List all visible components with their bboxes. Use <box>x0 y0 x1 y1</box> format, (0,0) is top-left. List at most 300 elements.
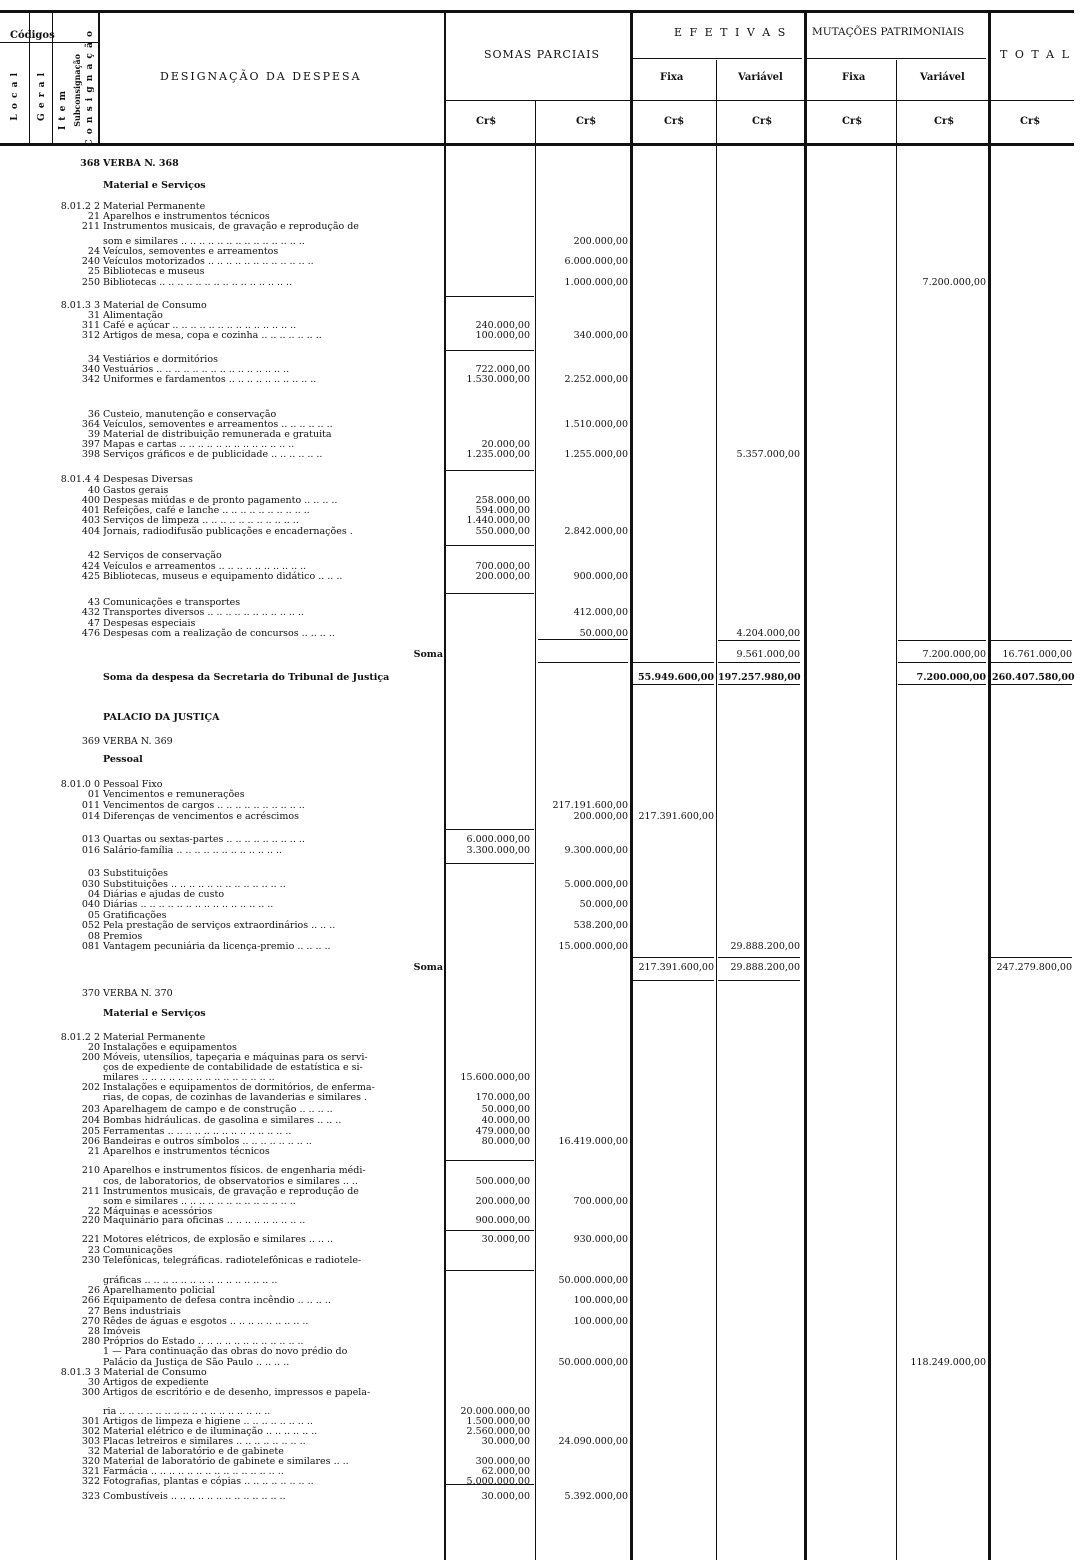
designation-cell: Alimentação <box>103 310 163 321</box>
amount-cell: 200.000,00 <box>573 811 628 822</box>
code-cell: 8.01.0 0 <box>60 779 100 790</box>
code-cell: 266 <box>81 1295 100 1306</box>
amount-cell: 5.000.000,00 <box>564 879 628 890</box>
table-row <box>0 628 1074 639</box>
amount-cell: 50.000,00 <box>481 1104 530 1115</box>
amount-cell: 20.000,00 <box>481 439 530 450</box>
designation-cell: Aparelhos e instrumentos físicos. de engenharia médi- <box>103 1165 366 1176</box>
designation-cell: Jornais, radiodifusão publicações e encadernações . <box>103 526 353 537</box>
amount-cell: 200.000,00 <box>475 1196 530 1207</box>
section-rule <box>446 470 534 471</box>
amount-cell: 1.440.000,00 <box>466 515 530 526</box>
designation-cell: Material de laboratório e de gabinete <box>103 1446 284 1457</box>
designation-cell: Vencimentos e remunerações <box>103 789 245 800</box>
designation-cell: Material de Consumo <box>103 300 207 311</box>
designation-cell: Aparelhamento policial <box>103 1285 215 1296</box>
designation-cell: Pela prestação de serviços extraordinários .. .. .. <box>103 920 336 931</box>
code-cell: 013 <box>81 834 100 845</box>
code-cell: 322 <box>81 1476 100 1487</box>
designation-cell: Ferramentas .. .. .. .. .. .. .. .. .. .. .. .. .. .. <box>103 1126 292 1137</box>
designation-cell: Veículos motorizados .. .. .. .. .. .. .. .. .. .. .. .. <box>103 256 314 267</box>
designation-cell: Despesas com a realização de concursos .. .. .. .. <box>103 628 335 639</box>
designation-cell: Serviços gráficos e de publicidade .. .. .. .. .. .. <box>103 449 323 460</box>
codigos-header: Códigos <box>10 30 55 41</box>
code-cell: 8.01.2 2 <box>60 1032 100 1043</box>
code-cell: 369 <box>81 736 100 747</box>
code-cell: 206 <box>81 1136 100 1147</box>
designation-cell: Soma da despesa da Secretaria do Tribunal de Justiça <box>103 672 390 683</box>
code-cell: 425 <box>81 571 100 582</box>
code-cell: 211 <box>81 1186 100 1197</box>
code-cell: 8.01.3 3 <box>60 1367 100 1378</box>
table-row <box>0 1146 1074 1157</box>
designation-cell: Vencimentos de cargos .. .. .. .. .. .. .. .. .. .. <box>103 800 305 811</box>
amount-cell: 29.888.200,00 <box>730 941 800 952</box>
header-bottom-rule <box>0 143 1074 146</box>
designation-cell: Máquinas e acessórios <box>103 1206 213 1217</box>
designation-cell: Pessoal <box>103 754 143 765</box>
subconsignacao-header: Subconsignação <box>72 54 82 127</box>
geral-header: G e r a l <box>37 72 47 121</box>
table-row <box>0 962 1074 973</box>
code-cell: 302 <box>81 1426 100 1437</box>
code-cell: 23 <box>87 1245 100 1256</box>
amount-cell: 500.000,00 <box>475 1176 530 1187</box>
table-row <box>0 1295 1074 1306</box>
designation-cell: Artigos de escritório e de desenho, impressos e papela- <box>103 1387 371 1398</box>
table-row <box>0 474 1074 485</box>
table-row <box>0 1387 1074 1398</box>
designation-cell: Maquinário para oficinas .. .. .. .. .. .. .. .. .. <box>103 1215 306 1226</box>
col-rule <box>98 12 100 143</box>
amount-cell: 15.600.000,00 <box>460 1072 530 1083</box>
designation-cell: Bombas hidráulicas. de gasolina e similares .. .. .. <box>103 1115 342 1126</box>
amount-cell: 700.000,00 <box>475 561 530 572</box>
table-row <box>0 221 1074 232</box>
code-cell: 320 <box>81 1456 100 1467</box>
designation-cell: Pessoal Fixo <box>103 779 163 790</box>
designation-cell: milares .. .. .. .. .. .. .. .. .. .. .. .. .. .. .. <box>103 1072 275 1083</box>
table-row <box>0 1165 1074 1176</box>
mutacoes-header: MUTAÇÕES PATRIMONIAIS <box>812 26 965 38</box>
subheader-rule <box>0 42 98 43</box>
code-cell: 280 <box>81 1336 100 1347</box>
efetivas-header: E F E T I V A S <box>674 26 788 39</box>
designation-cell: Próprios do Estado .. .. .. .. .. .. .. .. .. .. .. .. <box>103 1336 304 1347</box>
code-cell: 05 <box>87 910 100 921</box>
amount-cell: 1.510.000,00 <box>564 419 628 430</box>
currency-header: Cr$ <box>752 116 773 127</box>
section-rule <box>632 980 714 981</box>
designation-cell: Veículos, semoventes e arreamentos <box>103 246 279 257</box>
designation-cell: Bibliotecas e museus <box>103 266 205 277</box>
table-row <box>0 266 1074 277</box>
designation-cell: Instalações e equipamentos <box>103 1042 237 1053</box>
table-row <box>0 571 1074 582</box>
amount-cell: 594.000,00 <box>475 505 530 516</box>
section-rule <box>990 684 1072 685</box>
code-cell: 26 <box>87 1285 100 1296</box>
amount-cell: 6.000.000,00 <box>466 834 530 845</box>
amount-cell: 1.255.000,00 <box>564 449 628 460</box>
currency-header: Cr$ <box>934 116 955 127</box>
code-cell: 340 <box>81 364 100 375</box>
amount-cell: 30.000,00 <box>481 1234 530 1245</box>
amount-cell: 900.000,00 <box>475 1215 530 1226</box>
fixa-header: Fixa <box>660 72 684 83</box>
amount-cell: 16.761.000,00 <box>1002 649 1072 660</box>
code-cell: 211 <box>81 221 100 232</box>
section-rule <box>718 662 800 663</box>
section-rule <box>632 684 714 685</box>
code-cell: 040 <box>81 899 100 910</box>
designation-cell: Combustíveis .. .. .. .. .. .. .. .. .. .. .. .. .. <box>103 1491 286 1502</box>
code-cell: 368 <box>80 158 100 169</box>
code-cell: 052 <box>81 920 100 931</box>
section-rule <box>990 640 1072 641</box>
subheader-rule <box>446 100 1074 101</box>
designation-cell: Premios <box>103 931 143 942</box>
amount-cell: 16.419.000,00 <box>558 1136 628 1147</box>
designation-cell: Veículos e arreamentos .. .. .. .. .. .. .. .. .. .. <box>103 561 307 572</box>
section-rule <box>446 1230 534 1231</box>
amount-cell: 260.407.580,00 <box>992 672 1075 683</box>
amount-cell: 5.392.000,00 <box>564 1491 628 1502</box>
section-rule <box>718 640 800 641</box>
section-rule <box>990 957 1072 958</box>
amount-cell: 300.000,00 <box>475 1456 530 1467</box>
code-cell: 20 <box>87 1042 100 1053</box>
designation-cell: Comunicações e transportes <box>103 597 241 608</box>
designation-cell: Quartas ou sextas-partes .. .. .. .. .. .. .. .. .. <box>103 834 305 845</box>
code-cell: 25 <box>87 266 100 277</box>
designation-cell: Despesas miúdas e de pronto pagamento .. .. .. .. <box>103 495 338 506</box>
amount-cell: 24.090.000,00 <box>558 1436 628 1447</box>
code-cell: 34 <box>87 354 100 365</box>
amount-cell: 538.200,00 <box>573 920 628 931</box>
designation-cell: Placas letreiros e similares .. .. .. .. .. .. .. .. <box>103 1436 306 1447</box>
designation-cell: Salário-família .. .. .. .. .. .. .. .. .. .. .. .. <box>103 845 283 856</box>
variavel2-header: Variável <box>920 72 965 83</box>
code-cell: 342 <box>81 374 100 385</box>
code-cell: 030 <box>81 879 100 890</box>
code-cell: 36 <box>87 409 100 420</box>
code-cell: 321 <box>81 1466 100 1477</box>
code-cell: 401 <box>81 505 100 516</box>
designation-cell: Imóveis <box>103 1326 141 1337</box>
designation-cell: Vestuários .. .. .. .. .. .. .. .. .. .. .. .. .. .. .. <box>103 364 290 375</box>
designation-cell: Aparelhagem de campo e de construção .. .. .. .. <box>103 1104 333 1115</box>
code-cell: 081 <box>81 941 100 952</box>
designation-cell: Uniformes e fardamentos .. .. .. .. .. .. .. .. .. .. <box>103 374 317 385</box>
code-cell: 364 <box>81 419 100 430</box>
amount-cell: 3.300.000,00 <box>466 845 530 856</box>
table-row <box>0 515 1074 526</box>
designation-cell: Motores elétricos, de explosão e similares .. .. .. <box>103 1234 334 1245</box>
amount-cell: 200.000,00 <box>475 571 530 582</box>
designation-cell: Refeições, café e lanche .. .. .. .. .. .. .. .. .. .. <box>103 505 310 516</box>
code-cell: 42 <box>87 550 100 561</box>
designation-cell: Café e açúcar .. .. .. .. .. .. .. .. .. .. .. .. .. .. <box>103 320 297 331</box>
section-rule <box>446 545 534 546</box>
amount-cell: 55.949.600,00 <box>637 672 714 683</box>
table-row <box>0 526 1074 537</box>
code-cell: 476 <box>81 628 100 639</box>
amount-cell: 9.561.000,00 <box>736 649 800 660</box>
table-row <box>0 1215 1074 1226</box>
code-cell: 200 <box>81 1052 100 1063</box>
code-cell: 04 <box>87 889 100 900</box>
code-cell: 205 <box>81 1126 100 1137</box>
table-row <box>0 1255 1074 1266</box>
designation-cell: Bandeiras e outros símbolos .. .. .. .. .. .. .. .. <box>103 1136 312 1147</box>
code-cell: 311 <box>81 320 100 331</box>
code-cell: 203 <box>81 1104 100 1115</box>
table-row <box>0 868 1074 879</box>
table-row <box>0 800 1074 811</box>
amount-cell: 197.257.980,00 <box>718 672 801 683</box>
amount-cell: 1.530.000,00 <box>466 374 530 385</box>
code-cell: 27 <box>87 1306 100 1317</box>
code-cell: 014 <box>81 811 100 822</box>
code-cell: 21 <box>87 211 100 222</box>
table-row <box>0 277 1074 288</box>
section-rule <box>446 829 534 830</box>
designation-cell: Instrumentos musicais, de gravação e reprodução de <box>103 1186 359 1197</box>
total-header: T O T A L <box>1000 48 1071 61</box>
section-rule <box>446 1484 534 1485</box>
designation-cell: Vestiários e dormitórios <box>103 354 218 365</box>
code-cell: 323 <box>81 1491 100 1502</box>
amount-cell: 1.235.000,00 <box>466 449 530 460</box>
table-row <box>0 1491 1074 1502</box>
table-row <box>0 920 1074 931</box>
designation-cell: cos, de laboratorios, de observatorios e similares .. .. <box>103 1176 358 1187</box>
code-cell: 32 <box>87 1446 100 1457</box>
table-row <box>0 1476 1074 1487</box>
code-cell: 202 <box>81 1082 100 1093</box>
table-row <box>0 550 1074 561</box>
designation-cell: rias, de copas, de cozinhas de lavanderias e similares . <box>103 1092 367 1103</box>
consignacao-header: C o n s i g n a ç ã o <box>85 30 95 147</box>
amount-cell: 30.000,00 <box>481 1491 530 1502</box>
section-rule <box>718 980 800 981</box>
table-row <box>0 754 1074 765</box>
local-header: L o c a l <box>10 72 20 121</box>
amount-cell: 550.000,00 <box>475 526 530 537</box>
code-cell: 400 <box>81 495 100 506</box>
amount-cell: 50.000.000,00 <box>558 1357 628 1368</box>
section-rule <box>990 662 1072 663</box>
section-rule <box>538 639 628 640</box>
code-cell: 22 <box>87 1206 100 1217</box>
amount-cell: 15.000.000,00 <box>558 941 628 952</box>
section-rule <box>446 1160 534 1161</box>
code-cell: 432 <box>81 607 100 618</box>
table-row <box>0 607 1074 618</box>
code-cell: 40 <box>87 485 100 496</box>
code-cell: 39 <box>87 429 100 440</box>
table-row <box>0 811 1074 822</box>
code-cell: 011 <box>81 800 100 811</box>
designation-cell: Gastos gerais <box>103 485 169 496</box>
amount-cell: 722.000,00 <box>475 364 530 375</box>
amount-cell: 30.000,00 <box>481 1436 530 1447</box>
section-rule <box>446 863 534 864</box>
designation-cell: Serviços de limpeza .. .. .. .. .. .. .. .. .. .. .. <box>103 515 299 526</box>
designation-cell: Substituições .. .. .. .. .. .. .. .. .. .. .. .. .. <box>103 879 286 890</box>
amount-cell: 5.357.000,00 <box>736 449 800 460</box>
code-cell: 300 <box>81 1387 100 1398</box>
table-row <box>0 899 1074 910</box>
designation-cell: Diárias .. .. .. .. .. .. .. .. .. .. .. .. .. .. .. <box>103 899 274 910</box>
table-row <box>0 988 1074 999</box>
amount-cell: 258.000,00 <box>475 495 530 506</box>
table-row <box>0 941 1074 952</box>
section-rule <box>446 1270 534 1271</box>
designation-cell: Material Permanente <box>103 201 206 212</box>
somas-parciais-header: SOMAS PARCIAIS <box>484 48 600 61</box>
currency-header: Cr$ <box>842 116 863 127</box>
amount-cell: 2.560.000,00 <box>466 1426 530 1437</box>
designation-cell: Veículos, semoventes e arreamentos .. .. .. .. .. .. <box>103 419 333 430</box>
amount-cell: 217.391.600,00 <box>638 811 714 822</box>
table-row <box>0 736 1074 747</box>
designation-cell: Material Permanente <box>103 1032 206 1043</box>
code-cell: 016 <box>81 845 100 856</box>
table-row <box>0 1104 1074 1115</box>
amount-cell: 20.000.000,00 <box>460 1406 530 1417</box>
amount-cell: 29.888.200,00 <box>730 962 800 973</box>
amount-cell: 479.000,00 <box>475 1126 530 1137</box>
section-rule <box>632 957 714 958</box>
designation-cell: VERBA N. 370 <box>103 988 173 999</box>
table-row <box>0 672 1074 683</box>
table-row <box>0 1346 1074 1357</box>
code-cell: 21 <box>87 1146 100 1157</box>
subheader-rule <box>806 58 986 59</box>
table-row <box>0 158 1074 169</box>
table-row <box>0 1115 1074 1126</box>
amount-cell: 4.204.000,00 <box>736 628 800 639</box>
currency-header: Cr$ <box>576 116 597 127</box>
amount-cell: 247.279.800,00 <box>996 962 1072 973</box>
designation-cell: Palácio da Justiça de São Paulo .. .. .. .. <box>103 1357 290 1368</box>
code-cell: 43 <box>87 597 100 608</box>
amount-cell: 50.000.000,00 <box>558 1275 628 1286</box>
code-cell: 230 <box>81 1255 100 1266</box>
amount-cell: 9.300.000,00 <box>564 845 628 856</box>
designation-cell: som e similares .. .. .. .. .. .. .. .. .. .. .. .. .. <box>103 1196 296 1207</box>
designation-cell: Soma <box>413 962 443 973</box>
designation-cell: PALACIO DA JUSTIÇA <box>103 712 220 723</box>
amount-cell: 340.000,00 <box>573 330 628 341</box>
code-cell: 47 <box>87 618 100 629</box>
section-rule <box>718 684 800 685</box>
code-cell: 31 <box>87 310 100 321</box>
section-rule <box>446 296 534 297</box>
amount-cell: 7.200.000,00 <box>922 649 986 660</box>
amount-cell: 5.000.000,00 <box>466 1476 530 1487</box>
designation-cell: Despesas Diversas <box>103 474 193 485</box>
amount-cell: 900.000,00 <box>573 571 628 582</box>
item-header: I t e m <box>58 90 68 131</box>
amount-cell: 217.391.600,00 <box>638 962 714 973</box>
currency-header: Cr$ <box>664 116 685 127</box>
currency-header: Cr$ <box>1020 116 1041 127</box>
code-cell: 270 <box>81 1316 100 1327</box>
designation-cell: Transportes diversos .. .. .. .. .. .. .. .. .. .. .. <box>103 607 304 618</box>
table-row <box>0 330 1074 341</box>
code-cell: 424 <box>81 561 100 572</box>
designation-cell: Bibliotecas .. .. .. .. .. .. .. .. .. .. .. .. .. .. .. <box>103 277 293 288</box>
section-rule <box>898 640 986 641</box>
designation-cell: Instrumentos musicais, de gravação e reprodução de <box>103 221 359 232</box>
fixa2-header: Fixa <box>842 72 866 83</box>
designation-cell: Diferenças de vencimentos e acréscimos <box>103 811 299 822</box>
designation-cell: Substituições <box>103 868 168 879</box>
section-rule <box>538 662 628 663</box>
code-cell: 397 <box>81 439 100 450</box>
designation-cell: Equipamento de defesa contra incêndio .. .. .. .. <box>103 1295 331 1306</box>
amount-cell: 100.000,00 <box>573 1316 628 1327</box>
designation-cell: Gratificações <box>103 910 167 921</box>
amount-cell: 930.000,00 <box>573 1234 628 1245</box>
amount-cell: 412.000,00 <box>573 607 628 618</box>
designation-cell: Bens industriais <box>103 1306 181 1317</box>
amount-cell: 700.000,00 <box>573 1196 628 1207</box>
designation-cell: VERBA N. 368 <box>103 158 179 169</box>
designation-cell: ria .. .. .. .. .. .. .. .. .. .. .. .. .. .. .. .. .. <box>103 1406 271 1417</box>
amount-cell: 240.000,00 <box>475 320 530 331</box>
table-row <box>0 845 1074 856</box>
code-cell: 01 <box>87 789 100 800</box>
amount-cell: 50.000,00 <box>579 899 628 910</box>
designation-cell: Aparelhos e instrumentos técnicos <box>103 1146 270 1157</box>
amount-cell: 62.000,00 <box>481 1466 530 1477</box>
designation-cell: Rêdes de águas e esgotos .. .. .. .. .. .. .. .. .. <box>103 1316 309 1327</box>
amount-cell: 1.000.000,00 <box>564 277 628 288</box>
designation-cell: Material elétrico e de iluminação .. .. .. .. .. .. <box>103 1426 318 1437</box>
section-rule <box>446 350 534 351</box>
table-row <box>0 712 1074 723</box>
designation-cell: Artigos de mesa, copa e cozinha .. .. .. .. .. .. .. <box>103 330 322 341</box>
section-rule <box>898 662 986 663</box>
code-cell: 30 <box>87 1377 100 1388</box>
code-cell: 301 <box>81 1416 100 1427</box>
designation-cell: Despesas especiais <box>103 618 196 629</box>
designation-cell: Soma <box>413 649 443 660</box>
table-row <box>0 1008 1074 1019</box>
table-row <box>0 649 1074 660</box>
amount-cell: 6.000.000,00 <box>564 256 628 267</box>
table-row <box>0 789 1074 800</box>
code-cell: 220 <box>81 1215 100 1226</box>
amount-cell: 80.000,00 <box>481 1136 530 1147</box>
designation-cell: Telefônicas, telegráficas. radiotelefônicas e radiotele- <box>103 1255 362 1266</box>
section-rule <box>718 957 800 958</box>
currency-header: Cr$ <box>476 116 497 127</box>
section-rule <box>446 593 534 594</box>
code-cell: 403 <box>81 515 100 526</box>
amount-cell: 100.000,00 <box>573 1295 628 1306</box>
top-rule <box>0 10 1074 13</box>
amount-cell: 50.000,00 <box>579 628 628 639</box>
code-cell: 08 <box>87 931 100 942</box>
designation-cell: VERBA N. 369 <box>103 736 173 747</box>
designation-cell: Vantagem pecuniária da licença-premio .. .. .. .. <box>103 941 331 952</box>
designation-cell: Fotografias, plantas e cópias .. .. .. .. .. .. .. .. <box>103 1476 314 1487</box>
